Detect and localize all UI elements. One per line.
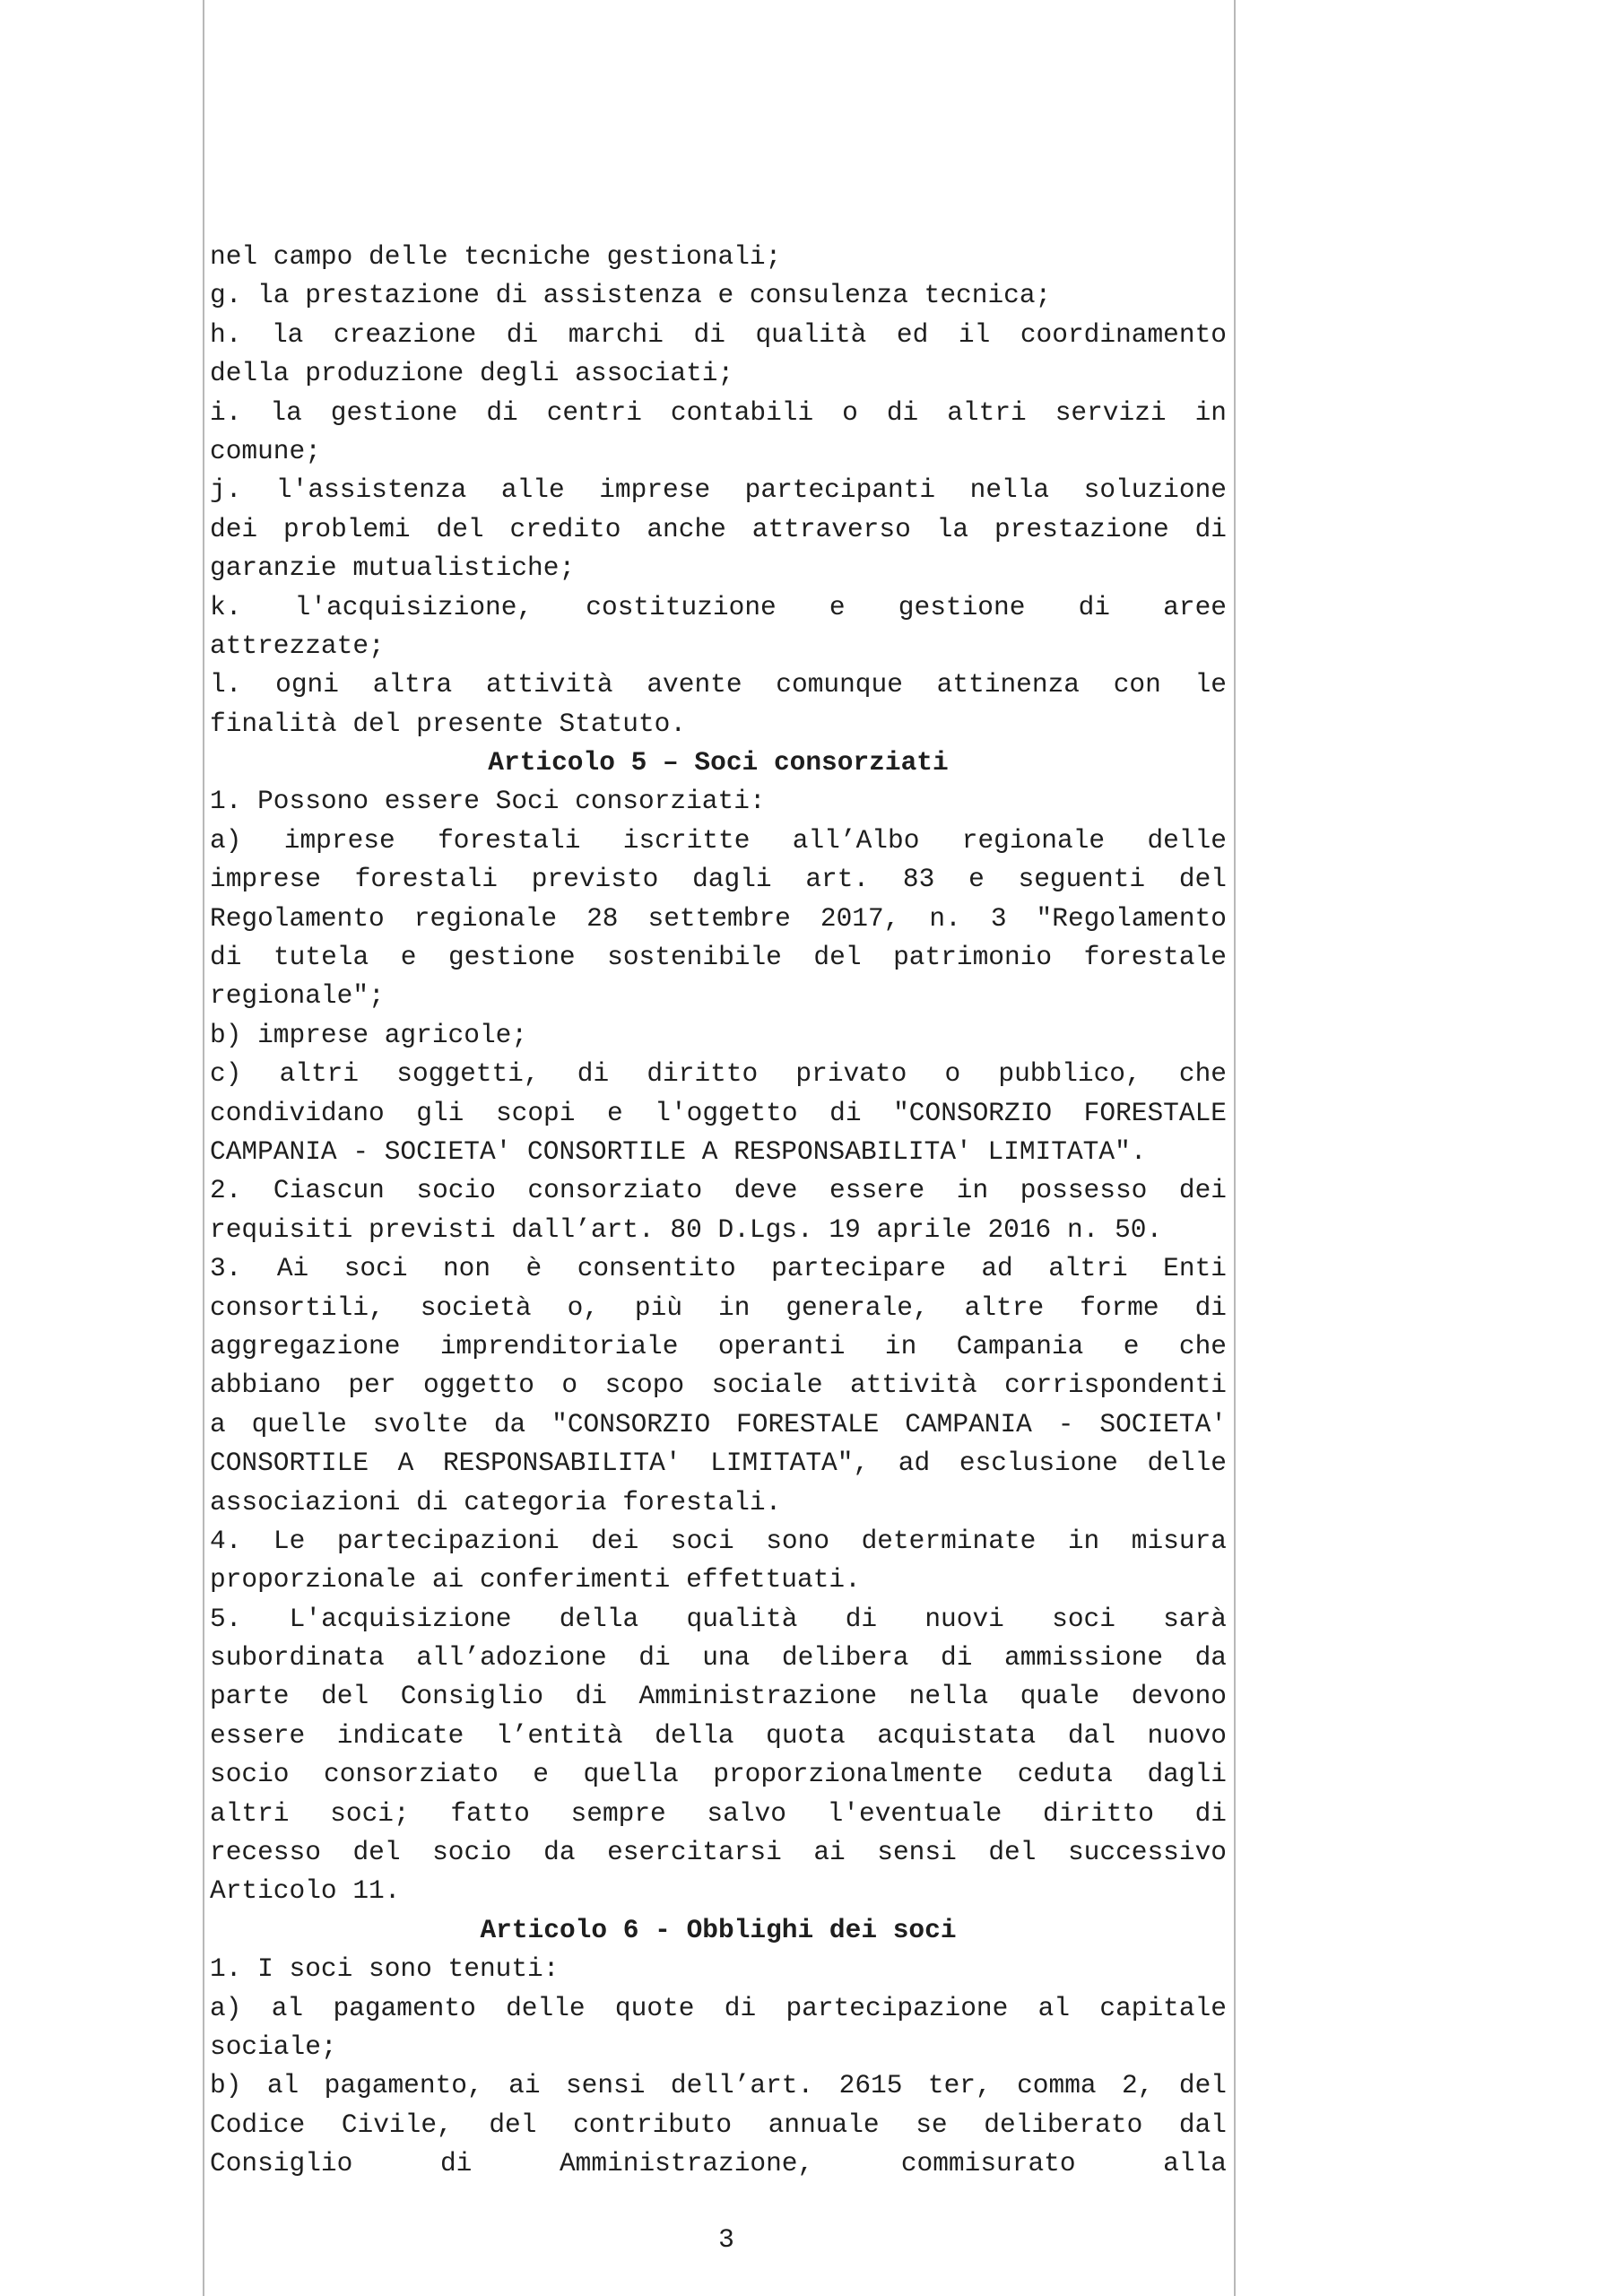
text-line: a) imprese forestali iscritte all’Albo regionale delle (210, 824, 1227, 856)
text-line: requisiti previsti dall’art. 80 D.Lgs. 19 aprile 2016 n. 50. (210, 1213, 1163, 1245)
text-line: della produzione degli associati; (210, 358, 734, 389)
text-line: 5. L'acquisizione della qualità di nuovi soci sarà (210, 1603, 1227, 1634)
text-line: k. l'acquisizione, costituzione e gestione di aree (210, 591, 1227, 622)
right-margin-rule (1234, 0, 1236, 2296)
text-line: CONSORTILE A RESPONSABILITA' LIMITATA", ad esclusione delle (210, 1448, 1227, 1479)
text-line: associazioni di categoria forestali. (210, 1486, 782, 1518)
text-line: Articolo 11. (210, 1875, 401, 1907)
text-line: h. la creazione di marchi di qualità ed il coordinamento (210, 318, 1227, 350)
text-line: proporzionale ai conferimenti effettuati. (210, 1564, 861, 1596)
text-line: di tutela e gestione sostenibile del patrimonio forestale (210, 942, 1227, 973)
text-line: l. ogni altra attività avente comunque attinenza con le (210, 669, 1227, 700)
text-line: CAMPANIA - SOCIETA' CONSORTILE A RESPONSABILITA' LIMITATA". (210, 1135, 1147, 1167)
text-line: b) al pagamento, ai sensi dell’art. 2615 ter, comma 2, del (210, 2070, 1227, 2101)
text-line: regionale"; (210, 980, 385, 1012)
text-line: altri soci; fatto sempre salvo l'eventuale diritto di (210, 1797, 1227, 1829)
text-line: imprese forestali previsto dagli art. 83 e seguenti del (210, 864, 1227, 895)
text-line: consortili, società o, più in generale, altre forme di (210, 1292, 1227, 1323)
text-line: subordinata all’adozione di una delibera di ammissione da (210, 1642, 1227, 1674)
article-heading: Articolo 5 – Soci consorziati (488, 747, 949, 778)
text-line: 3. Ai soci non è consentito partecipare ad altri Enti (210, 1253, 1227, 1284)
text-line: c) altri soggetti, di diritto privato o pubblico, che (210, 1058, 1227, 1090)
text-line: 4. Le partecipazioni dei soci sono determinate in misura (210, 1525, 1227, 1556)
text-line: garanzie mutualistiche; (210, 552, 576, 584)
text-line: essere indicate l’entità della quota acquistata dal nuovo (210, 1719, 1227, 1751)
text-line: Regolamento regionale 28 settembre 2017, n. 3 "Regolamento (210, 902, 1227, 934)
text-line: parte del Consiglio di Amministrazione nella quale devono (210, 1681, 1227, 1712)
text-line: condividano gli scopi e l'oggetto di "CONSORZIO FORESTALE (210, 1097, 1227, 1128)
text-line: Consiglio di Amministrazione, commisurato alla (210, 2148, 1227, 2179)
text-line: 1. I soci sono tenuti: (210, 1953, 560, 1985)
text-line: b) imprese agricole; (210, 1019, 528, 1050)
text-line: socio consorziato e quella proporzionalmente ceduta dagli (210, 1759, 1227, 1790)
article-heading: Articolo 6 - Obblighi dei soci (480, 1914, 957, 1945)
text-line: 2. Ciascun socio consorziato deve essere in possesso dei (210, 1175, 1227, 1206)
text-line: a) al pagamento delle quote di partecipazione al capitale (210, 1992, 1227, 2023)
text-line: g. la prestazione di assistenza e consulenza tecnica; (210, 280, 1052, 311)
text-line: attrezzate; (210, 630, 385, 661)
text-line: dei problemi del credito anche attraverso la prestazione di (210, 513, 1227, 544)
text-line: a quelle svolte da "CONSORZIO FORESTALE CAMPANIA - SOCIETA' (210, 1408, 1227, 1439)
text-line: i. la gestione di centri contabili o di altri servizi in (210, 396, 1227, 428)
text-line: aggregazione imprenditoriale operanti in Campania e che (210, 1330, 1227, 1361)
text-line: finalità del presente Statuto. (210, 708, 687, 739)
text-line: Codice Civile, del contributo annuale se deliberato dal (210, 2109, 1227, 2140)
text-line: abbiano per oggetto o scopo sociale attività corrispondenti (210, 1370, 1227, 1401)
text-line: sociale; (210, 2031, 337, 2062)
text-line: recesso del socio da esercitarsi ai sensi del successivo (210, 1837, 1227, 1868)
text-line: nel campo delle tecniche gestionali; (210, 241, 782, 272)
left-margin-rule (203, 0, 204, 2296)
text-line: 1. Possono essere Soci consorziati: (210, 786, 766, 817)
text-line: j. l'assistenza alle imprese partecipanti nella soluzione (210, 474, 1227, 506)
page-number: 3 (718, 2224, 734, 2255)
document-body (210, 238, 1227, 2184)
text-line: comune; (210, 435, 321, 466)
